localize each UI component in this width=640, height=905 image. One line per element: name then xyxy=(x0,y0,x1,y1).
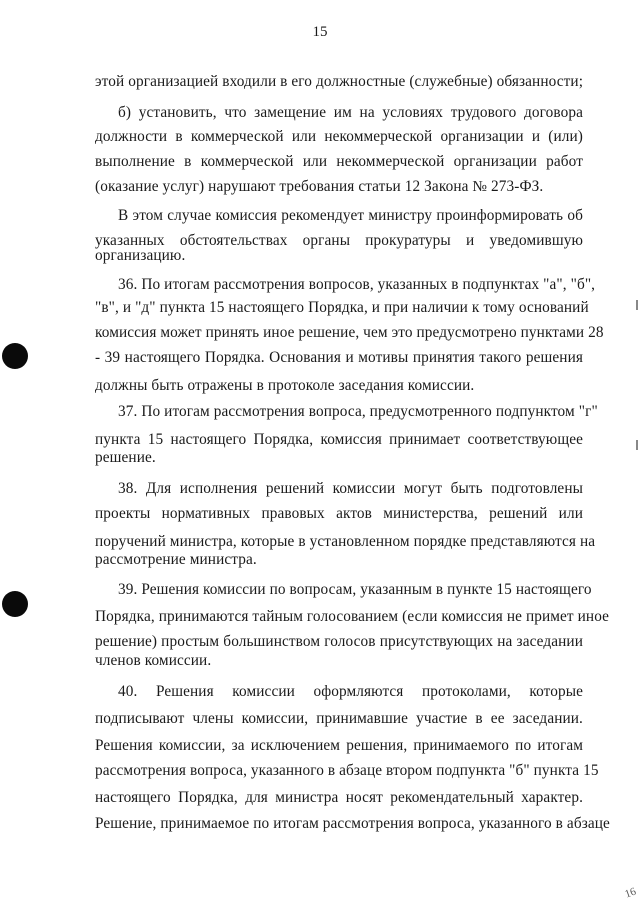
text-line: б) установить, что замещение им на условиях трудового договора xyxy=(118,104,583,121)
text-line: этой организацией входили в его должностные (служебные) обязанности; xyxy=(95,73,584,90)
text-line: должны быть отражены в протоколе заседания комиссии. xyxy=(95,377,475,394)
text-line: Порядка, принимаются тайным голосованием (если комиссия не примет иное xyxy=(95,608,610,625)
text-line: подписывают члены комиссии, принимавшие участие в ее заседании. xyxy=(95,710,583,727)
text-line: 37. По итогам рассмотрения вопроса, предусмотренного подпунктом "г" xyxy=(118,403,598,420)
text-line: членов комиссии. xyxy=(95,652,212,669)
text-line: Решение, принимаемое по итогам рассмотрения вопроса, указанного в абзаце xyxy=(95,815,610,832)
text-line: "в", и "д" пункта 15 настоящего Порядка, и при наличии к тому оснований xyxy=(95,299,589,316)
text-line: рассмотрение министра. xyxy=(95,551,257,568)
text-line: рассмотрения вопроса, указанного в абзаце втором подпункта "б" пункта 15 xyxy=(95,762,599,779)
text-line: В этом случае комиссия рекомендует министру проинформировать об xyxy=(118,207,583,224)
text-line: 40. Решения комиссии оформляются протоколами, которые xyxy=(118,683,583,700)
text-line: должности в коммерческой или некоммерческой организации и (или) xyxy=(95,128,583,145)
page-number: 15 xyxy=(312,24,328,40)
text-line: проекты нормативных правовых актов министерства, решений или xyxy=(95,505,583,522)
text-line: решение) простым большинством голосов присутствующих на заседании xyxy=(95,633,583,650)
text-line: выполнение в коммерческой или некоммерческой организации работ xyxy=(95,153,583,170)
text-line: указанных обстоятельствах органы прокуратуры и уведомившую xyxy=(95,232,583,249)
punch-hole-bottom xyxy=(2,591,28,617)
text-line: 39. Решения комиссии по вопросам, указанным в пункте 15 настоящего xyxy=(118,581,592,598)
text-line: комиссия может принять иное решение, чем это предусмотрено пунктами 28 xyxy=(95,324,604,341)
text-line: пункта 15 настоящего Порядка, комиссия принимает соответствующее xyxy=(95,431,583,448)
text-line: Решения комиссии, за исключением решения, принимаемого по итогам xyxy=(95,737,583,754)
next-page-number-fragment: 16 xyxy=(623,885,638,901)
scan-speck xyxy=(636,440,638,450)
text-line: (оказание услуг) нарушают требования статьи 12 Закона № 273-ФЗ. xyxy=(95,178,544,195)
text-line: решение. xyxy=(95,449,156,466)
text-line: поручений министра, которые в установленном порядке представляются на xyxy=(95,533,596,550)
text-line: 38. Для исполнения решений комиссии могут быть подготовлены xyxy=(118,480,583,497)
scan-speck xyxy=(636,300,638,310)
text-line: 36. По итогам рассмотрения вопросов, указанных в подпунктах "а", "б", xyxy=(118,276,596,293)
text-line: настоящего Порядка, для министра носят рекомендательный характер. xyxy=(95,789,583,806)
text-line: организацию. xyxy=(95,247,186,264)
text-line: - 39 настоящего Порядка. Основания и мотивы принятия такого решения xyxy=(95,349,583,366)
punch-hole-top xyxy=(2,343,28,369)
